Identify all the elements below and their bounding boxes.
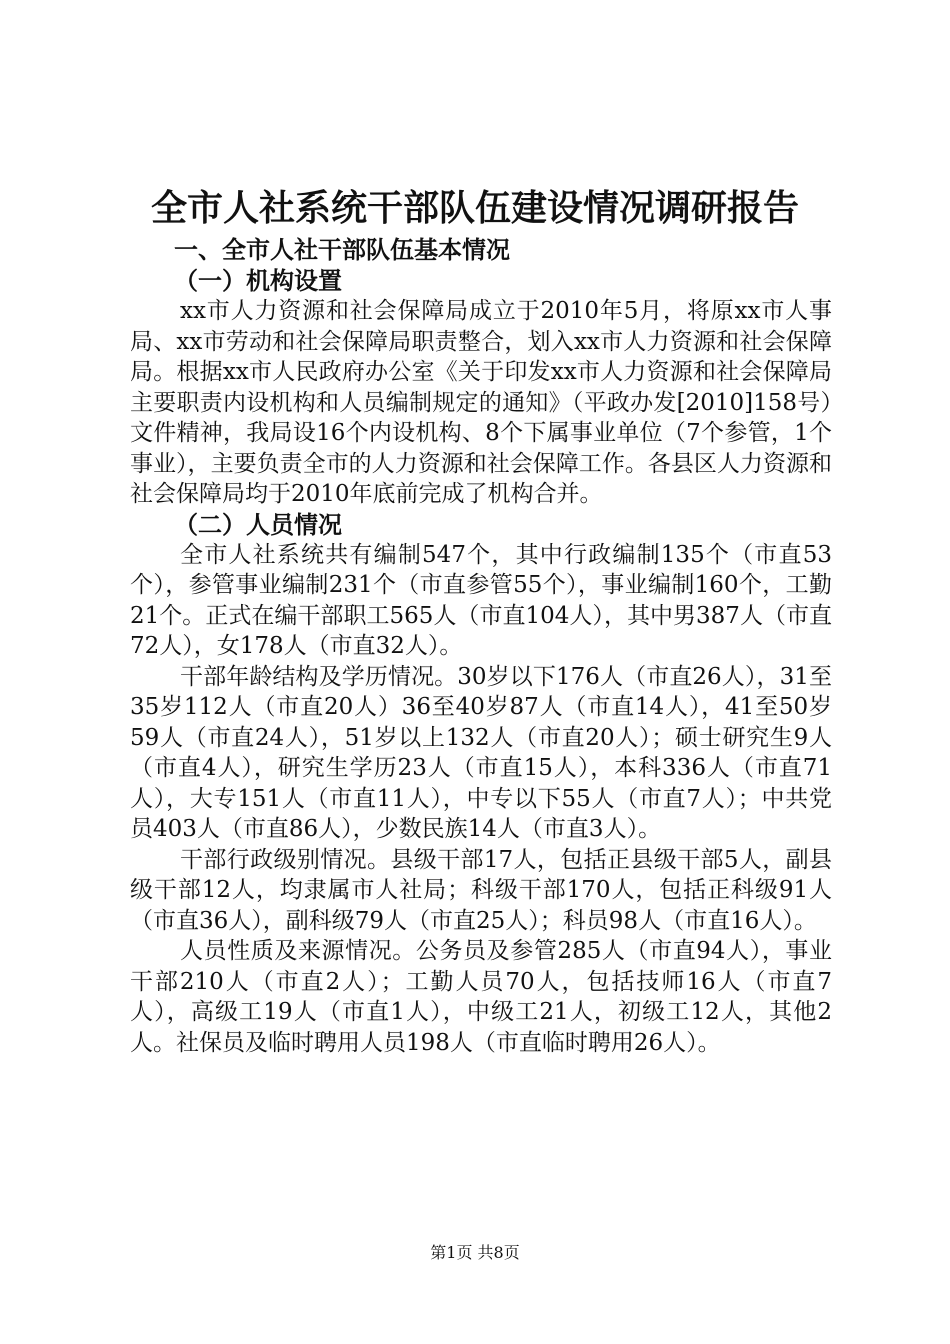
subsection-heading-organization: （一）机构设置 [174,267,342,295]
page-footer: 第1页 共8页 [430,1243,520,1262]
document-body [130,234,832,1058]
paragraph-age-education: 干部年龄结构及学历情况。30岁以下176人（市直26人），31至35岁112人（市直20人）36至40岁87人（市直14人），41至50岁59人（市直24人），51岁以上132人（市直20人）；硕士研究生9人（市直4人），研究生学历23人（市直15人），本科336人（市直71人），大专151人（市直11人），中专以下55人（市直7人）；中共党员403人（市直86人），少数民族14人（市直3人）。 [130,663,832,842]
paragraph-organization: xx市人力资源和社会保障局成立于2010年5月，将原xx市人事局、xx市劳动和社会保障局职责整合，划入xx市人力资源和社会保障局。根据xx市人民政府办公室《关于印发xx市人力资源和社会保障局主要职责内设机构和人员编制规定的通知》（平政办发[2010]158号）文件精神，我局设16个内设机构、8个下属事业单位（7个参管，1个事业），主要负责全市的人力资源和社会保障工作。各县区人力资源和社会保障局均于2010年底前完成了机构合并。 [130,298,832,507]
paragraph-staffing: 全市人社系统共有编制547个，其中行政编制135个（市直53个），参管事业编制231个（市直参管55个），事业编制160个，工勤21个。正式在编干部职工565人（市直104人），其中男387人（市直72人），女178人（市直32人）。 [130,541,832,659]
paragraph-personnel-source: 人员性质及来源情况。公务员及参管285人（市直94人），事业干部210人（市直2人）；工勤人员70人，包括技师16人（市直7人），高级工19人（市直1人），中级工21人，初级工12人，其他2人。社保员及临时聘用人员198人（市直临时聘用26人）。 [130,938,832,1056]
document-title: 全市人社系统干部队伍建设情况调研报告 [150,188,799,229]
subsection-heading-personnel: （二）人员情况 [174,510,342,539]
paragraph-rank: 干部行政级别情况。县级干部17人，包括正县级干部5人，副县级干部12人，均隶属市人社局；科级干部170人，包括正科级91人（市直36人），副科级79人（市直25人）；科员98人（市直16人）。 [130,846,832,934]
section-heading-1: 一、全市人社干部队伍基本情况 [174,236,510,264]
